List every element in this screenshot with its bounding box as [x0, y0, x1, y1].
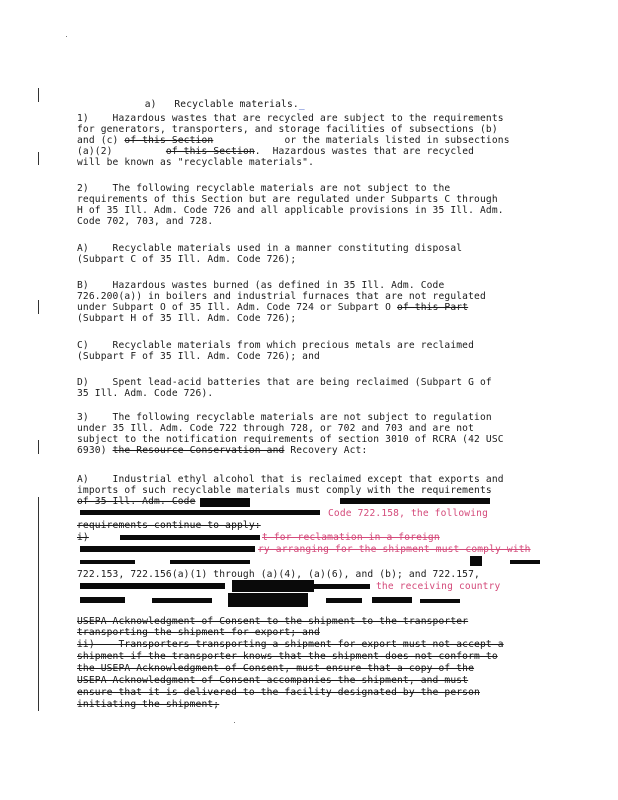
itemB-line: 726.200(a)) in boilers and industrial furnaces that are not regulated: [77, 291, 486, 302]
redaction-block: [170, 560, 250, 564]
para3-line: under 35 Ill. Adm. Code 722 through 728, or 702 and 703 and are not: [77, 423, 475, 434]
itemB-line: (Subpart H of 35 Ill. Adm. Code 726);: [77, 313, 297, 324]
redaction-block: [228, 593, 308, 607]
ii-line: the USEPA Acknowledgment of Consent, must ensure that a copy of the: [77, 663, 475, 674]
ii-line: shipment if the transporter knows that the shipment does not conform to: [77, 651, 498, 662]
itemD-line: 35 Ill. Adm. Code 726).: [77, 388, 214, 399]
red-revision-text: ry arranging for the shipment must comply with: [258, 544, 531, 555]
redaction-block: [80, 597, 125, 603]
struck-text: the Resource Conservation and: [112, 445, 285, 456]
redaction-block: [372, 597, 412, 603]
para1-line: 1) Hazardous wastes that are recycled are subject to the requirements: [77, 113, 504, 124]
redaction-block: [470, 556, 482, 566]
struck-text: of this Section: [165, 146, 255, 157]
redaction-block: [200, 498, 250, 507]
change-bar: [38, 440, 39, 454]
change-bar: [38, 88, 39, 102]
struck-text: of this Section: [124, 135, 214, 146]
para1-line: and (c) of this Section or the materials listed in subsections: [77, 135, 510, 146]
change-bar: [38, 497, 39, 711]
itemA1-line: A) Recyclable materials used in a manner constituting disposal: [77, 243, 463, 254]
itemB-line: under Subpart O of 35 Ill. Adm. Code 724 or Subpart O of this Part: [77, 302, 469, 313]
ii-line: initiating the shipment;: [77, 699, 220, 710]
para2-line: requirements of this Section but are regulated under Subparts C through: [77, 194, 498, 205]
struck-text: of this Part: [397, 302, 469, 313]
para3-line: 3) The following recyclable materials are not subject to regulation: [77, 412, 492, 423]
change-bar: [38, 152, 39, 165]
para1-line: for generators, transporters, and storage facilities of subsections (b): [77, 124, 498, 135]
red-revision-text: the receiving country: [376, 581, 501, 592]
ii-line: USEPA Acknowledgment of Consent accompanies the shipment, and must: [77, 675, 469, 686]
scan-speck: [234, 722, 235, 723]
itemC-line: C) Recyclable materials from which precious metals are reclaimed: [77, 340, 475, 351]
redaction-block: [326, 598, 362, 603]
ii-line: ii) Transporters transporting a shipment for export must not accept a: [77, 639, 504, 650]
redaction-block: [232, 580, 314, 592]
redaction-block: [152, 598, 212, 603]
red-revision-text: Code 722.158, the following: [328, 508, 488, 519]
struck-line: requirements continue to apply:: [77, 520, 261, 531]
itemA2-partial: of 35 Ill. Adm. Code: [77, 496, 196, 507]
itemA2-line: imports of such recyclable materials must comply with the requirements: [77, 485, 492, 496]
change-bar: [38, 300, 39, 314]
scan-speck: [66, 36, 67, 37]
redaction-block: [80, 510, 320, 515]
redaction-block: [120, 535, 260, 540]
redaction-block: [80, 560, 135, 564]
red-revision-text: t for reclamation in a foreign: [262, 532, 440, 543]
para2-line: H of 35 Ill. Adm. Code 726 and all applicable provisions in 35 Ill. Adm.: [77, 205, 504, 216]
struck-line: i): [77, 532, 89, 543]
itemC-line: (Subpart F of 35 Ill. Adm. Code 726); and: [77, 351, 320, 362]
redaction-block: [80, 583, 225, 589]
para2-line: Code 702, 703, and 728.: [77, 216, 214, 227]
itemA1-line: (Subpart C of 35 Ill. Adm. Code 726);: [77, 254, 297, 265]
transport-line: transporting the shipment for export; and: [77, 627, 320, 638]
itemD-line: D) Spent lead-acid batteries that are being reclaimed (Subpart G of: [77, 377, 492, 388]
para1-line: (a)(2) of this Section. Hazardous wastes that are recycled: [77, 146, 475, 157]
para3-line: subject to the notification requirements of section 3010 of RCRA (42 USC: [77, 434, 504, 445]
heading-label: a): [144, 99, 157, 110]
itemA2-line: A) Industrial ethyl alcohol that is reclaimed except that exports and: [77, 474, 504, 485]
redaction-block: [310, 584, 370, 589]
para2-line: 2) The following recyclable materials are not subject to the: [77, 183, 451, 194]
edit-mark-icon: _: [298, 99, 305, 110]
heading-title: Recyclable materials.: [174, 99, 299, 110]
redaction-block: [420, 599, 460, 603]
redaction-block: [80, 546, 255, 552]
reference-line: 722.153, 722.156(a)(1) through (a)(4), (a)(6), and (b); and 722.157,: [77, 569, 480, 580]
usepa-line: USEPA Acknowledgment of Consent to the shipment to the transporter: [77, 616, 469, 627]
redaction-block: [510, 560, 540, 564]
para3-line: 6930) the Resource Conservation and Recovery Act:: [77, 445, 368, 456]
ii-line: ensure that it is delivered to the facility designated by the person: [77, 687, 480, 698]
itemB-line: B) Hazardous wastes burned (as defined in 35 Ill. Adm. Code: [77, 280, 445, 291]
redaction-block: [340, 498, 490, 504]
para1-line: will be known as "recyclable materials".: [77, 157, 315, 168]
